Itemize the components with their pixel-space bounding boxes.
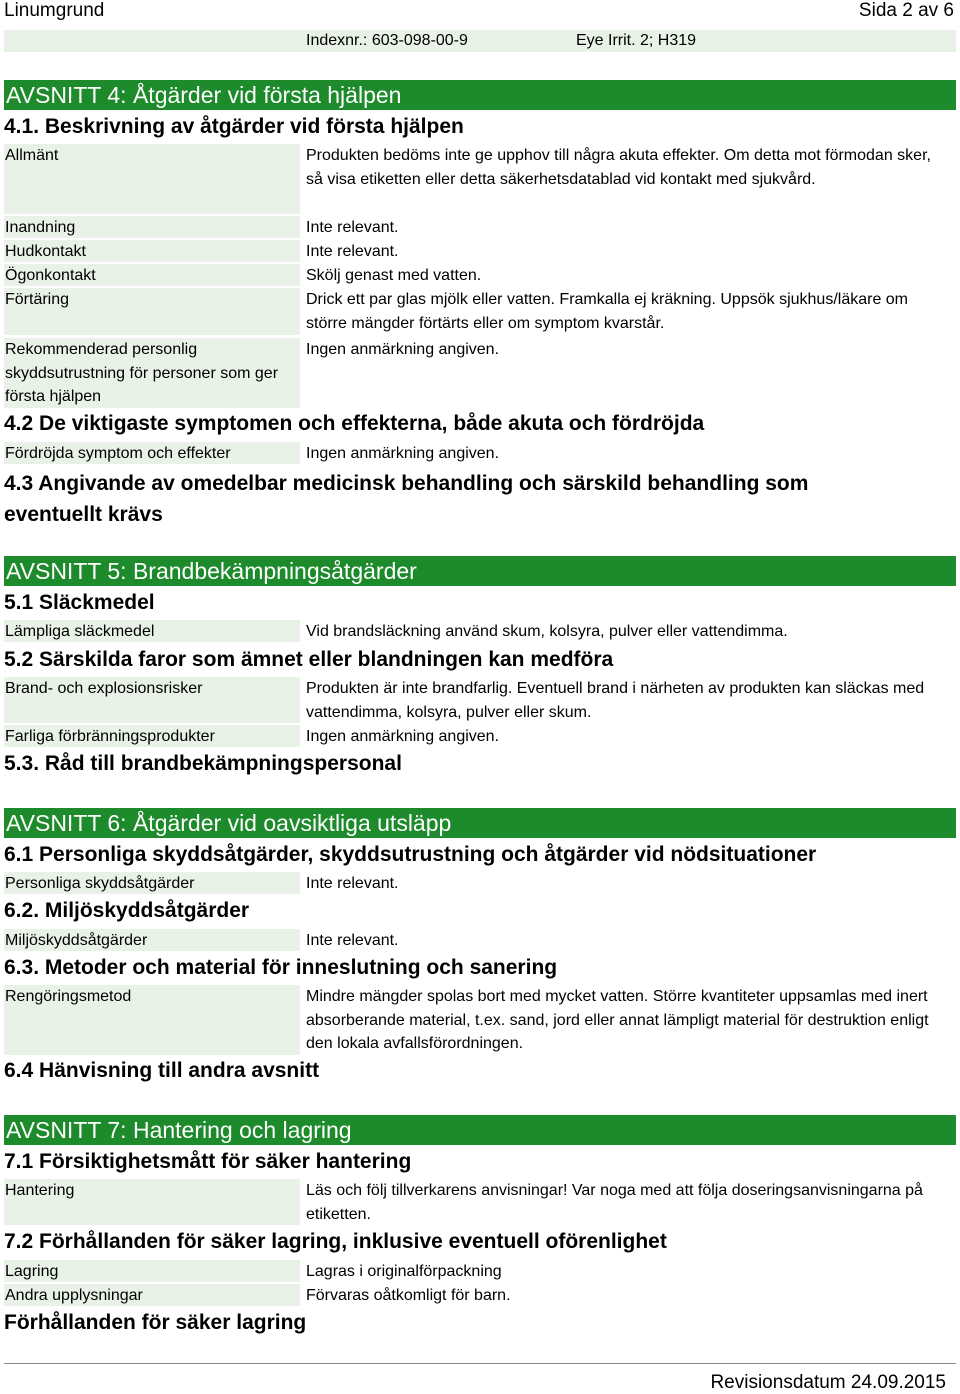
field-label-ingestion: Förtäring bbox=[4, 288, 300, 335]
field-value-general: Produkten bedöms inte ge upphov till några akuta effekter. Om detta mot förmodan sker, så visa etiketten eller detta säkerhetsdatablad vid kontakt med sjukvård. bbox=[306, 147, 931, 188]
section-5-title: AVSNITT 5: Brandbekämpningsåtgärder bbox=[4, 556, 956, 586]
page-number: Sida 2 av 6 bbox=[858, 0, 954, 21]
field-value-delayed: Ingen anmärkning angiven. bbox=[306, 445, 500, 462]
field-label-delayed: Fördröjda symptom och effekter bbox=[4, 442, 300, 464]
field-label-personal: Personliga skyddsåtgärder bbox=[4, 872, 300, 894]
field-label-media: Lämpliga släckmedel bbox=[4, 620, 300, 642]
field-value-environment: Inte relevant. bbox=[306, 932, 399, 949]
section-6-title: AVSNITT 6: Åtgärder vid oavsiktliga utsläpp bbox=[4, 808, 956, 838]
field-value-ppe: Ingen anmärkning angiven. bbox=[306, 341, 500, 358]
section-4-2-heading: 4.2 De viktigaste symptomen och effekterna, både akuta och fördröjda bbox=[4, 412, 705, 435]
field-label-fire-risk: Brand- och explosionsrisker bbox=[4, 677, 300, 723]
footer-divider bbox=[4, 1363, 956, 1364]
section-6-4-heading: 6.4 Hänvisning till andra avsnitt bbox=[4, 1059, 320, 1082]
section-4-1-heading: 4.1. Beskrivning av åtgärder vid första hjälpen bbox=[4, 115, 464, 138]
field-label-storage: Lagring bbox=[4, 1260, 300, 1282]
field-label-skin: Hudkontakt bbox=[4, 240, 300, 262]
section-7-2-heading: 7.2 Förhållanden för säker lagring, inklusive eventuell oförenlighet bbox=[4, 1230, 667, 1253]
field-value-handling: Läs och följ tillverkarens anvisningar! Var noga med att följa doseringsanvisningarna på etiketten. bbox=[306, 1182, 923, 1223]
field-label-environment: Miljöskyddsåtgärder bbox=[4, 929, 300, 951]
field-value-personal: Inte relevant. bbox=[306, 875, 399, 892]
index-bar bbox=[4, 30, 956, 52]
field-value-ingestion: Drick ett par glas mjölk eller vatten. Framkalla ej kräkning. Uppsök sjukhus/läkare om större mängder förtärts eller om symptom kvarstår. bbox=[306, 291, 909, 332]
field-label-other: Andra upplysningar bbox=[4, 1284, 300, 1306]
section-7-storage-conditions-heading: Förhållanden för säker lagring bbox=[4, 1311, 307, 1334]
index-number: Indexnr.: 603-098-00-9 bbox=[306, 32, 468, 49]
field-value-skin: Inte relevant. bbox=[306, 243, 399, 260]
section-5-3-heading: 5.3. Råd till brandbekämpningspersonal bbox=[4, 752, 402, 775]
field-label-cleaning: Rengöringsmetod bbox=[4, 985, 300, 1055]
field-value-cleaning: Mindre mängder spolas bort med mycket vatten. Större kvantiteter uppsamlas med inert absorberande material, t.ex. sand, jord eller annat lämpligt material för destruktion enligt den lokala avfallsförordningen. bbox=[306, 988, 929, 1052]
section-6-3-heading: 6.3. Metoder och material för inneslutning och sanering bbox=[4, 956, 558, 979]
revision-date: Revisionsdatum 24.09.2015 bbox=[710, 1372, 946, 1393]
field-value-inhalation: Inte relevant. bbox=[306, 219, 399, 236]
field-value-storage: Lagras i originalförpackning bbox=[306, 1263, 502, 1280]
section-7-title: AVSNITT 7: Hantering och lagring bbox=[4, 1115, 956, 1145]
section-7-1-heading: 7.1 Försiktighetsmått för säker hantering bbox=[4, 1150, 412, 1173]
field-label-general: Allmänt bbox=[4, 144, 300, 214]
field-value-other: Förvaras oåtkomligt för barn. bbox=[306, 1287, 511, 1304]
section-6-2-heading: 6.2. Miljöskyddsåtgärder bbox=[4, 899, 250, 922]
field-value-media: Vid brandsläckning använd skum, kolsyra, pulver eller vattendimma. bbox=[306, 623, 788, 640]
field-value-combustion: Ingen anmärkning angiven. bbox=[306, 728, 500, 745]
classification: Eye Irrit. 2; H319 bbox=[576, 32, 697, 49]
section-4-3-heading: 4.3 Angivande av omedelbar medicinsk behandling och särskild behandling som eventuellt krävs bbox=[4, 472, 809, 526]
field-label-eye: Ögonkontakt bbox=[4, 264, 300, 286]
section-5-2-heading: 5.2 Särskilda faror som ämnet eller blandningen kan medföra bbox=[4, 648, 614, 671]
field-value-fire-risk: Produkten är inte brandfarlig. Eventuell brand i närheten av produkten kan släckas med vattendimma, kolsyra, pulver eller skum. bbox=[306, 680, 925, 721]
section-6-1-heading: 6.1 Personliga skyddsåtgärder, skyddsutrustning och åtgärder vid nödsituationer bbox=[4, 843, 817, 866]
field-label-inhalation: Inandning bbox=[4, 216, 300, 238]
field-label-handling: Hantering bbox=[4, 1179, 300, 1225]
field-label-combustion: Farliga förbränningsprodukter bbox=[4, 725, 300, 747]
field-value-eye: Skölj genast med vatten. bbox=[306, 267, 482, 284]
section-4-title: AVSNITT 4: Åtgärder vid första hjälpen bbox=[4, 80, 956, 110]
field-label-ppe: Rekommenderad personlig skyddsutrustning för personer som ger första hjälpen bbox=[4, 338, 300, 408]
company-name: Linumgrund bbox=[4, 0, 105, 21]
section-5-1-heading: 5.1 Släckmedel bbox=[4, 591, 155, 614]
